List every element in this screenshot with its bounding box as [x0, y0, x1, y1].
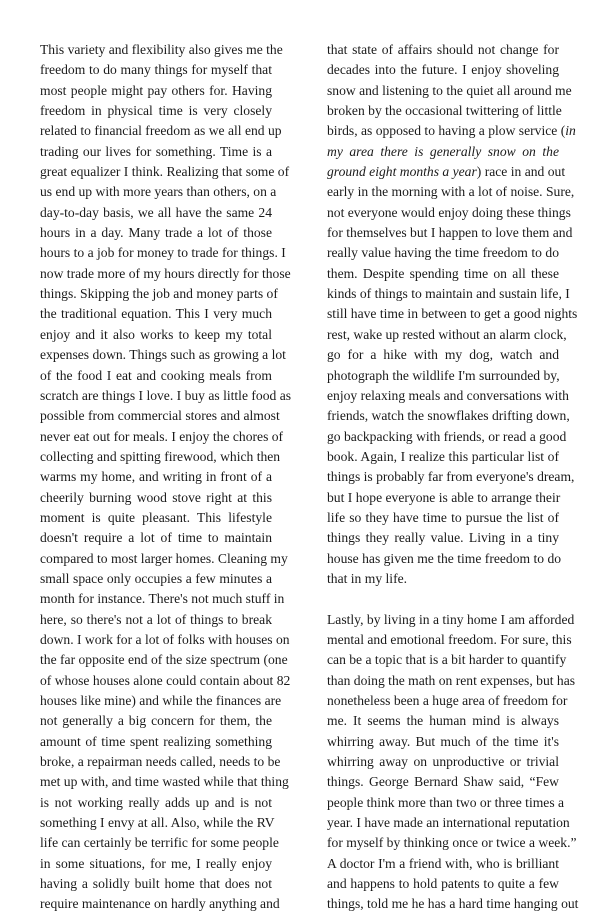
text-line: enjoy relaxing meals and conversations with — [327, 387, 569, 403]
text-line: freedom in physical time is very closely — [40, 103, 272, 119]
text-line: friends, watch the snowflakes drifting down, — [327, 408, 570, 424]
text-line: but I hope everyone is able to arrange their — [327, 489, 561, 505]
text-line: that state of affairs should not change for — [327, 42, 559, 57]
italic-text: ground eight months a year — [327, 164, 477, 180]
text-line: book. Again, I realize this particular list of — [327, 448, 559, 464]
text-line: great equalizer I think. Realizing that some of — [40, 164, 290, 180]
text-line: in some situations, for me, I really enjoy — [40, 855, 272, 871]
text-line: people think more than two or three times a — [327, 794, 565, 810]
text-line: whirring away. But much of the time it's — [327, 733, 559, 749]
text-line: is not working really adds up and is not — [40, 794, 272, 810]
right-column — [327, 40, 579, 915]
text-line: having a solidly built home that does not — [40, 876, 272, 892]
text-line: go for a hike with my dog, watch and — [327, 347, 559, 363]
text-line: for myself by thinking once or twice a week.” — [327, 835, 577, 851]
text-line — [327, 162, 566, 182]
text-line: things. Skipping the job and money parts of — [40, 286, 278, 302]
text-line: hours in a day. Many trade a lot of those — [40, 225, 272, 241]
text-line: compared to most larger homes. Cleaning my — [40, 550, 288, 566]
left-column — [40, 40, 292, 915]
text-line: month for instance. There's not much stuff in — [40, 591, 285, 607]
text-line: whirring away on unproductive or trivial — [327, 754, 559, 770]
text-line: can be a topic that is a bit harder to quantify — [327, 652, 567, 668]
text-line: collecting and spitting firewood, which then — [40, 448, 281, 464]
text-line: cheerily burning wood stove right at this — [40, 489, 272, 505]
text-line: us end up with more years than others, on a — [40, 184, 277, 200]
text-line: trading our lives for something. Time is a — [40, 143, 272, 159]
paragraph-mental-freedom — [327, 610, 579, 915]
text-line: year. I have made an international reputation — [327, 815, 570, 831]
text-line: than doing the math on rent expenses, but has — [327, 672, 576, 688]
text-line: enjoy and it also works to keep my total — [40, 326, 272, 342]
text-line: house has given me the time freedom to do — [327, 550, 562, 566]
text-line: nonetheless been a huge area of freedom for — [327, 693, 568, 708]
text-line: of the food I eat and cooking meals from — [40, 367, 272, 383]
text-line: most people might pay others for. Having — [40, 82, 272, 98]
text-line: small space only occupies a few minutes a — [40, 570, 272, 586]
text-line: for themselves but I happen to love them and — [327, 225, 573, 241]
text-line: now trade more of my hours directly for those — [40, 265, 291, 281]
text-line — [327, 121, 576, 141]
text-line: things. George Bernard Shaw said, “Few — [327, 774, 559, 790]
text-line: require maintenance on hardly anything and — [40, 896, 280, 912]
text-segment: ) race in and out — [476, 164, 566, 180]
italic-text: in — [565, 123, 576, 139]
text-line: hours to a job for money to trade for things. I — [40, 245, 286, 261]
text-line: photograph the wildlife I'm surrounded by, — [327, 367, 560, 383]
italic-text: my area there is generally snow on the — [327, 143, 559, 159]
text-line: warms my home, and writing in front of a — [40, 469, 272, 485]
text-line: and happens to hold patents to quite a few — [327, 876, 559, 892]
text-line: possible from commercial stores and almost — [40, 408, 280, 424]
text-line: met up with, and time wasted while that thing — [40, 774, 289, 790]
text-line: mental and emotional freedom. For sure, this — [327, 631, 572, 647]
text-line: decades into the future. I enjoy shoveling — [327, 62, 559, 78]
text-line: broken by the occasional twittering of little — [327, 103, 562, 119]
text-line: early in the morning with a lot of noise. Sure, — [327, 184, 575, 200]
text-line: not generally a big concern for them, the — [40, 713, 272, 729]
text-line: go backpacking with friends, or read a good — [327, 428, 567, 444]
text-line: freedom to do many things for myself that — [40, 62, 272, 78]
text-line: amount of time spent realizing something — [40, 733, 272, 749]
text-line — [327, 142, 559, 162]
text-line: life can certainly be terrific for some people — [40, 835, 279, 851]
text-line: not everyone would enjoy doing these things — [327, 204, 571, 220]
text-line: kinds of things to maintain and sustain life, I — [327, 286, 570, 302]
text-line: really value having the time freedom to do — [327, 245, 559, 261]
text-line: related to financial freedom as we all end up — [40, 123, 282, 139]
text-line: snow and listening to the quiet all around me — [327, 82, 572, 98]
text-line: the far opposite end of the size spectrum (one — [40, 652, 288, 668]
text-line: down. I work for a lot of folks with houses on — [40, 631, 290, 647]
text-line: rest, wake up rested without an alarm clock, — [327, 326, 567, 342]
text-line: life so they have time to pursue the list of — [327, 509, 559, 525]
text-line: that in my life. — [327, 570, 408, 586]
text-line: things they really value. Living in a tiny — [327, 530, 559, 546]
text-line: moment is quite pleasant. This lifestyle — [40, 509, 272, 525]
text-line: still have time in between to get a good nights — [327, 306, 578, 322]
text-line: things, told me he has a hard time hanging out — [327, 896, 579, 912]
text-line: houses like mine) and while the finances are — [40, 693, 282, 708]
text-line: of whose houses alone could contain about 82 — [40, 672, 291, 688]
text-line: day-to-day basis, we all have the same 24 — [40, 204, 272, 220]
text-line: things is probably far from everyone's dream, — [327, 469, 575, 485]
text-segment: birds, as opposed to having a plow service ( — [327, 123, 566, 139]
text-line: here, so there's not a lot of things to break — [40, 611, 272, 627]
text-line: the traditional equation. This I very much — [40, 306, 272, 322]
paragraph-time-freedom-continued — [327, 182, 578, 589]
text-line: me. It seems the human mind is always — [327, 713, 559, 729]
paragraph-time-freedom — [327, 40, 572, 121]
text-line: never eat out for meals. I enjoy the chores of — [40, 428, 284, 444]
text-line: broke, a repairman needs called, needs to be — [40, 754, 281, 770]
text-line: Lastly, by living in a tiny home I am afforded — [327, 611, 575, 627]
text-line: expenses down. Things such as growing a lot — [40, 347, 286, 363]
text-line: This variety and flexibility also gives me the — [40, 42, 283, 57]
paragraph-gap — [327, 589, 559, 609]
text-line: them. Despite spending time on all these — [327, 265, 559, 281]
text-line: A doctor I'm a friend with, who is brilliant — [327, 855, 559, 871]
text-line: doesn't require a lot of time to maintain — [40, 530, 272, 546]
text-line: something I envy at all. Also, while the RV — [40, 815, 275, 831]
text-line: scratch are things I love. I buy as little food as — [40, 387, 292, 403]
